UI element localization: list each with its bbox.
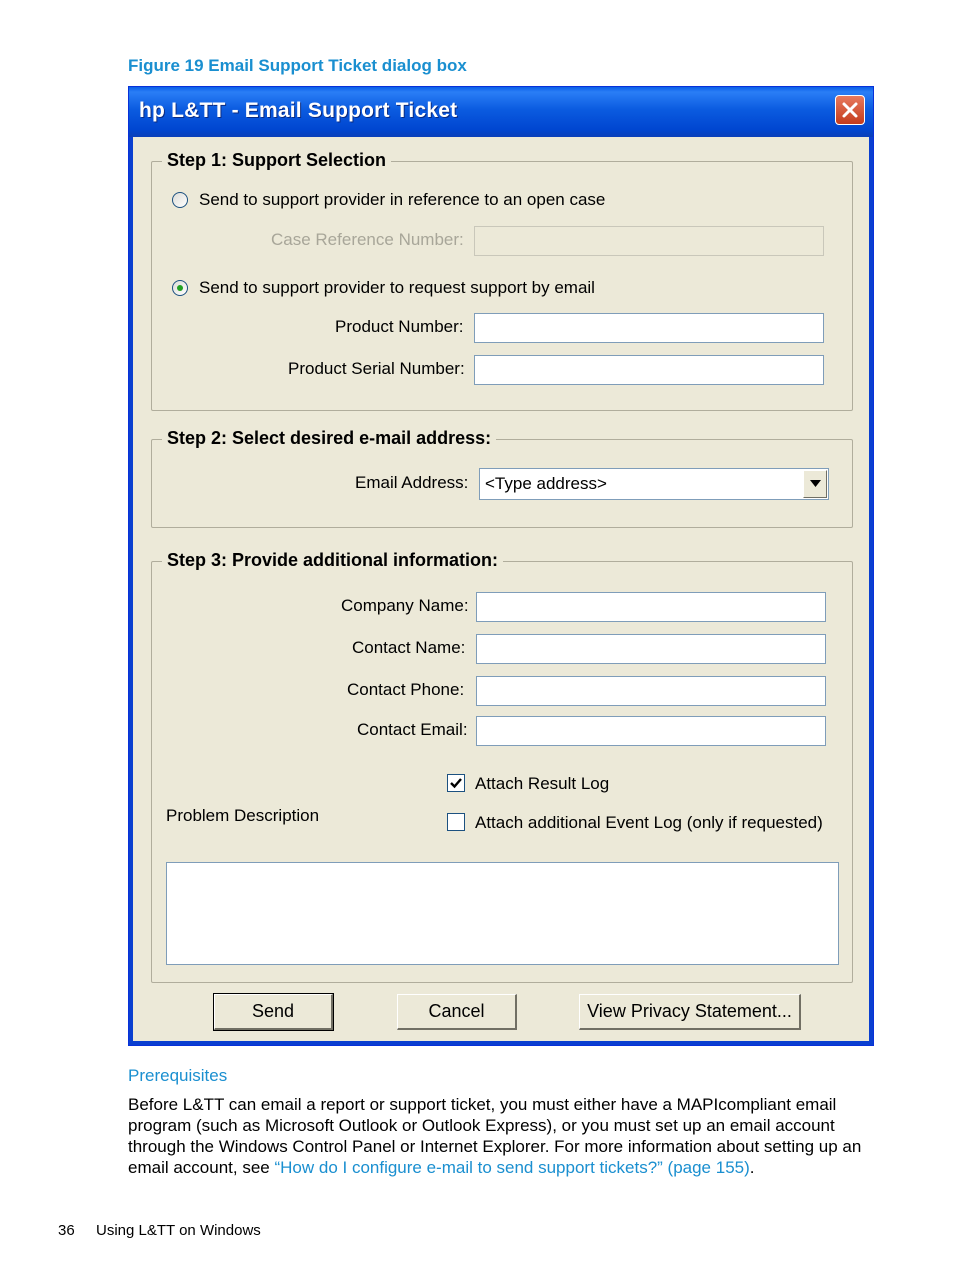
- page-number: 36: [58, 1222, 75, 1239]
- product-number-label: Product Number:: [335, 317, 464, 336]
- prerequisites-end: .: [749, 1158, 755, 1177]
- contact-name-label: Contact Name:: [352, 638, 466, 657]
- chevron-down-icon: [810, 480, 821, 487]
- open-case-radio[interactable]: [172, 192, 188, 208]
- figure-caption: Figure 19 Email Support Ticket dialog box: [128, 56, 467, 75]
- view-privacy-button[interactable]: View Privacy Statement...: [579, 994, 801, 1030]
- attach-result-log-label: Attach Result Log: [475, 774, 610, 793]
- company-name-label: Company Name:: [341, 596, 469, 615]
- attach-event-log-label: Attach additional Event Log (only if requested): [475, 813, 823, 832]
- attach-event-log-checkbox[interactable]: [447, 813, 465, 831]
- email-address-select[interactable]: [479, 468, 829, 500]
- prerequisites-heading: Prerequisites: [128, 1066, 228, 1085]
- title-bar[interactable]: [129, 87, 873, 137]
- serial-number-label: Product Serial Number:: [288, 359, 465, 378]
- email-support-label: Send to support provider to request support by email: [199, 278, 595, 297]
- case-reference-input[interactable]: [474, 226, 824, 256]
- product-number-input[interactable]: [474, 313, 824, 343]
- step2-legend: Step 2: Select desired e-mail address:: [162, 428, 496, 449]
- company-name-input[interactable]: [476, 592, 826, 622]
- frame-left: [129, 137, 133, 1045]
- contact-email-label: Contact Email:: [357, 720, 468, 739]
- checkmark-icon: [448, 775, 464, 791]
- contact-email-input[interactable]: [476, 716, 826, 746]
- case-reference-label: Case Reference Number:: [271, 230, 464, 249]
- step3-legend: Step 3: Provide additional information:: [162, 550, 503, 571]
- dropdown-button[interactable]: [803, 470, 827, 498]
- frame-right: [869, 137, 873, 1045]
- close-icon: [841, 101, 859, 119]
- prerequisites-paragraph: [128, 1094, 874, 1178]
- prerequisites-text: Before L&TT can email a report or support ticket, you must either have a MAPIcompliant email program (such as Microsoft Outlook or Outlook Express), or you must set up an email account through the Windows Control Panel or Internet Explorer. For more information about setting up an email account, see: [128, 1095, 862, 1177]
- email-address-value: <Type address>: [485, 474, 607, 493]
- close-button[interactable]: [835, 95, 865, 125]
- contact-phone-label: Contact Phone:: [347, 680, 465, 699]
- email-address-label: Email Address:: [355, 473, 469, 492]
- problem-description-label: Problem Description: [166, 806, 320, 825]
- configure-email-link[interactable]: “How do I configure e-mail to send support tickets?” (page 155): [274, 1158, 750, 1177]
- radio-selected-dot: [177, 285, 183, 291]
- email-support-radio[interactable]: [172, 280, 188, 296]
- problem-description-input[interactable]: [166, 862, 839, 965]
- frame-bottom: [129, 1041, 873, 1045]
- step1-legend: Step 1: Support Selection: [162, 150, 391, 171]
- step3-group: [151, 550, 853, 983]
- step1-group: [151, 150, 853, 411]
- cancel-button[interactable]: Cancel: [397, 994, 517, 1030]
- footer-section: Using L&TT on Windows: [96, 1222, 261, 1239]
- step2-group: [151, 428, 853, 528]
- attach-result-log-checkbox[interactable]: [447, 774, 465, 792]
- send-button[interactable]: Send: [214, 994, 333, 1030]
- open-case-label: Send to support provider in reference to an open case: [199, 190, 606, 209]
- email-support-ticket-dialog: [128, 86, 874, 1046]
- serial-number-input[interactable]: [474, 355, 824, 385]
- dialog-title: hp L&TT - Email Support Ticket: [139, 99, 458, 122]
- contact-name-input[interactable]: [476, 634, 826, 664]
- contact-phone-input[interactable]: [476, 676, 826, 706]
